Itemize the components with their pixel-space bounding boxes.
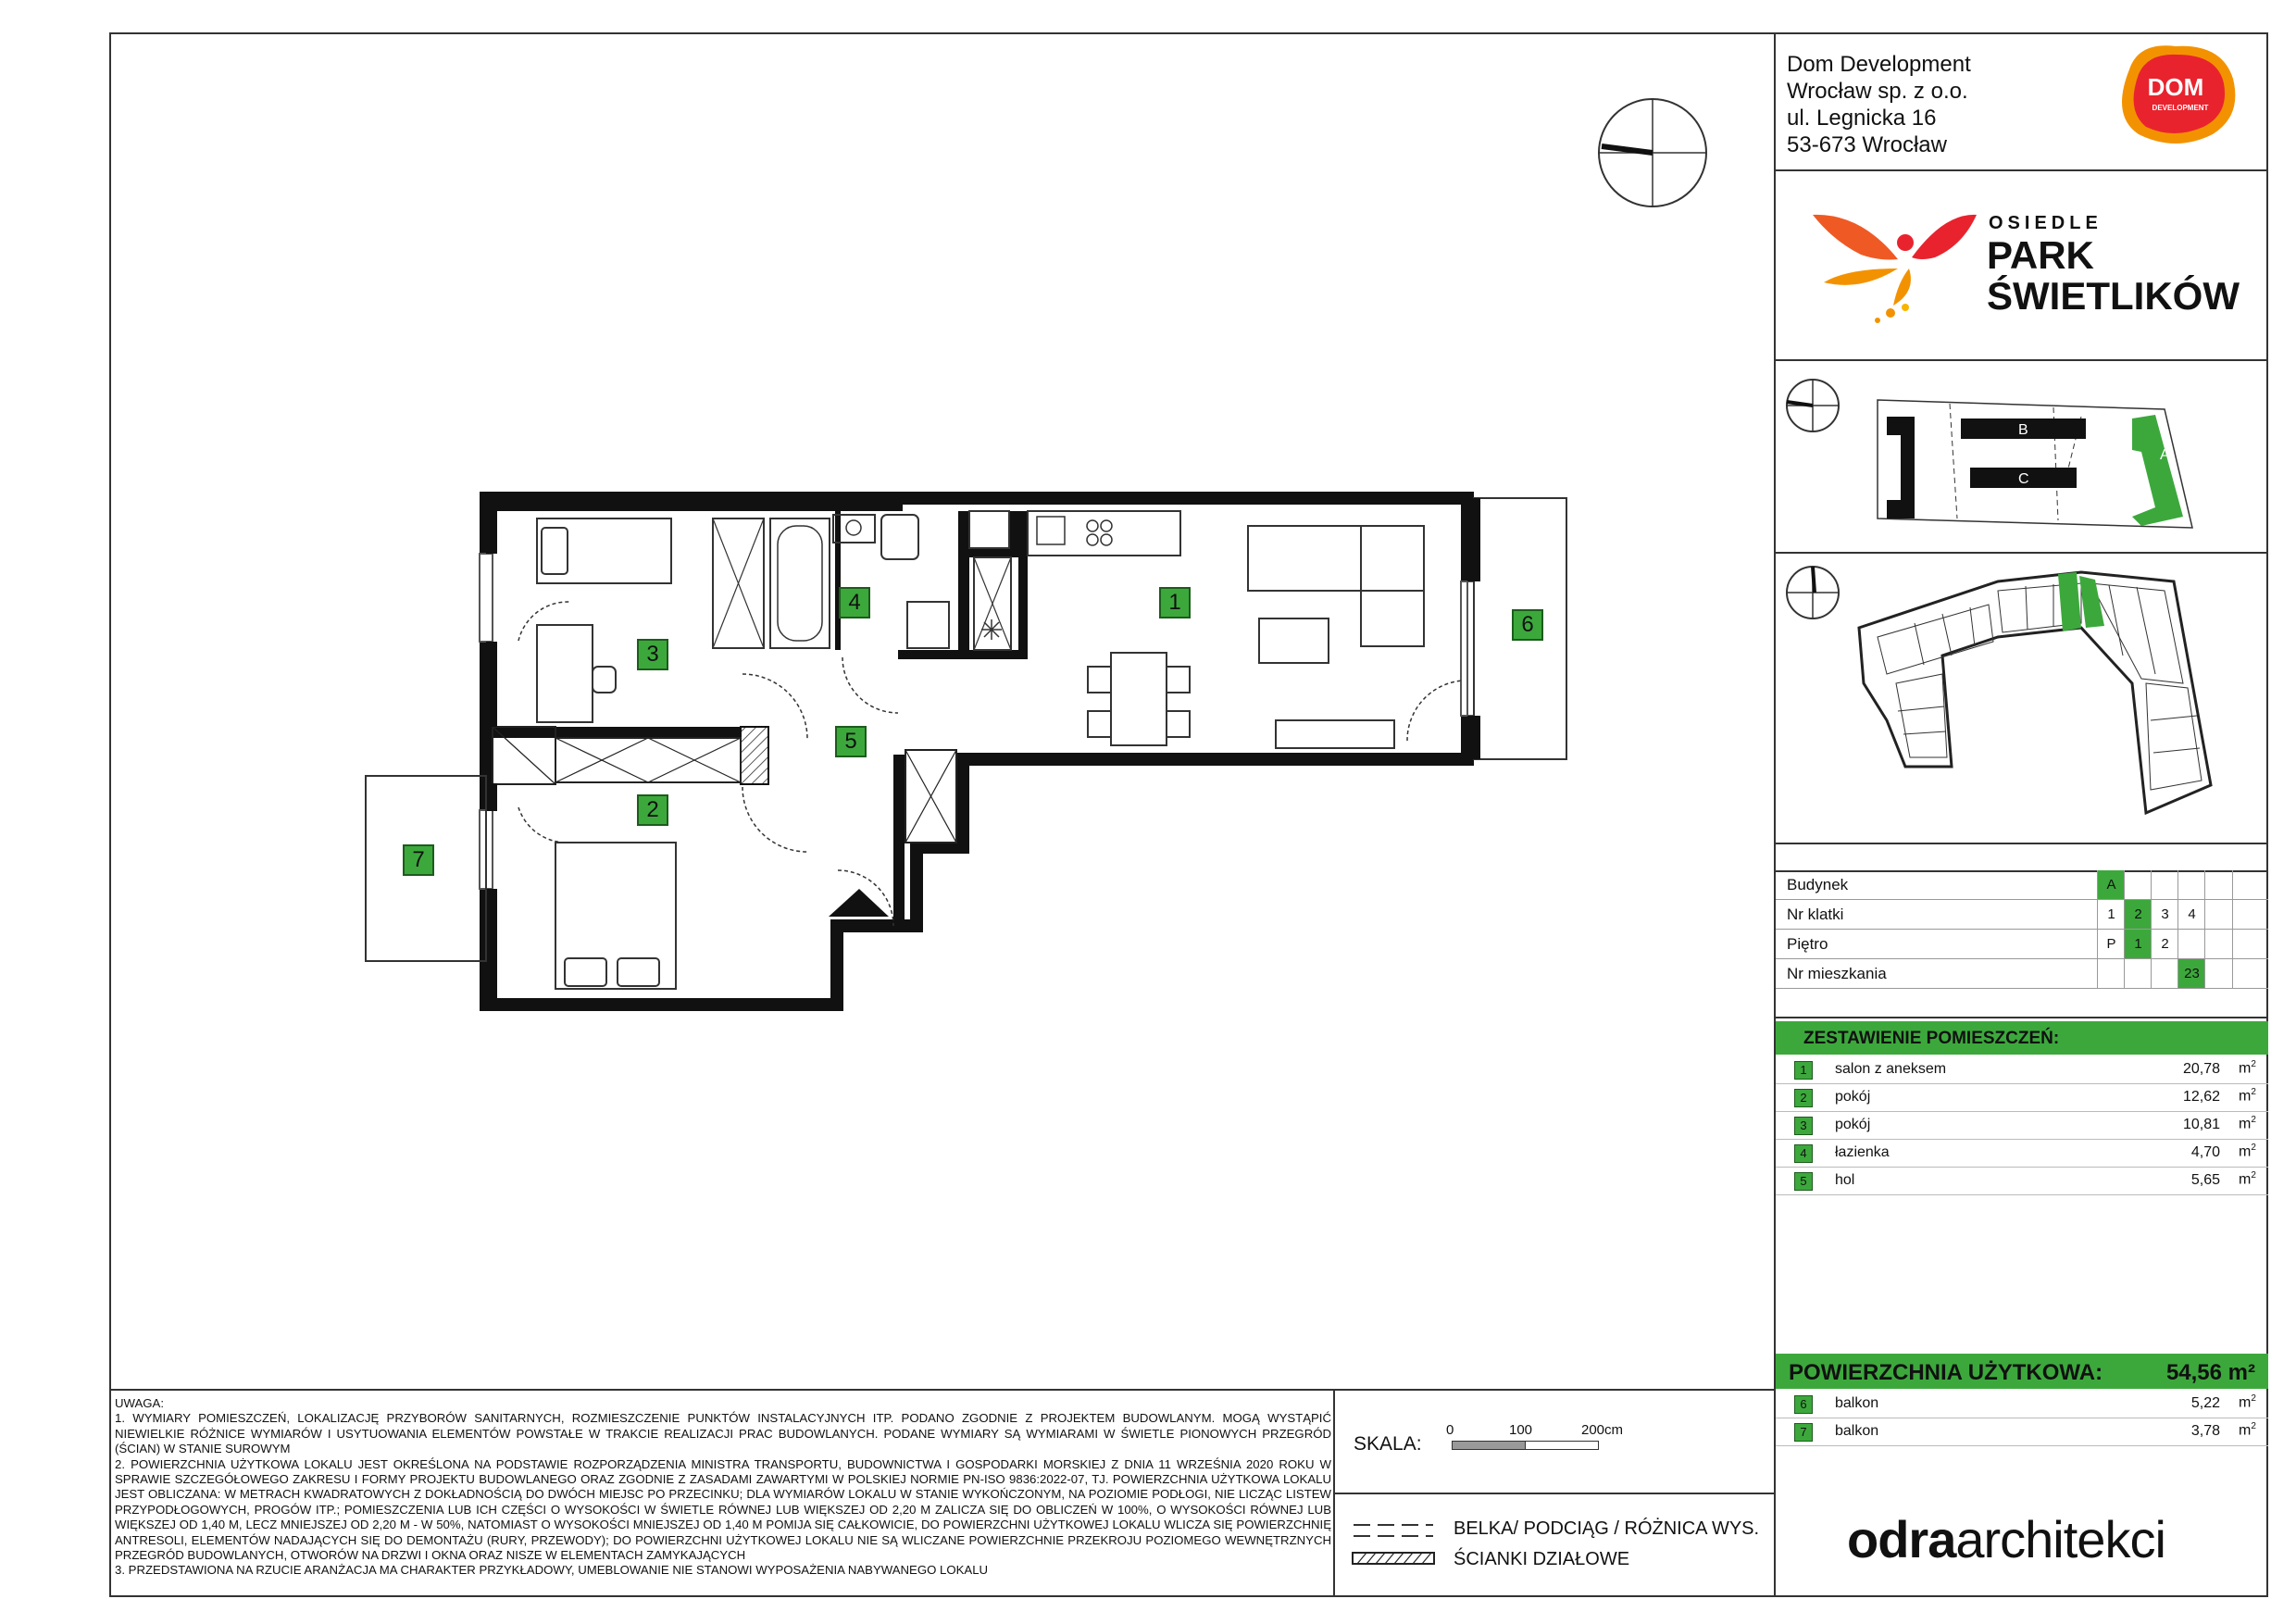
- plan-label: 6: [1512, 609, 1543, 641]
- architect-logo: [1847, 1509, 2165, 1569]
- room-name: balkon: [1835, 1395, 1879, 1411]
- info-cell: 2: [2151, 930, 2178, 958]
- dom-development-logo: [2111, 42, 2240, 148]
- info-cell: A: [2097, 870, 2125, 899]
- room-row: [1776, 1084, 2268, 1112]
- info-cell: 1: [2124, 930, 2152, 958]
- room-area: 5,22: [2190, 1395, 2220, 1411]
- legend-partition-label: ŚCIANKI DZIAŁOWE: [1454, 1549, 1630, 1569]
- info-cell: [2124, 870, 2152, 899]
- sidebar-sep-1: [1776, 169, 2268, 171]
- room-unit: $m^2$: [2239, 1059, 2256, 1077]
- logo-line1: OSIEDLE: [1989, 213, 2103, 233]
- info-cell: P: [2097, 930, 2125, 958]
- floor-key-plan: [1776, 554, 2268, 841]
- site-plan: [1776, 361, 2268, 551]
- usable-area-bar: [1776, 1354, 2268, 1389]
- company-line2: Wrocław sp. z o.o.: [1787, 79, 1968, 104]
- info-row-building: [1776, 870, 2268, 900]
- room-unit: $m^2$: [2239, 1087, 2256, 1105]
- svg-text:C: C: [2018, 471, 2029, 487]
- floor-plan: [352, 481, 1611, 1018]
- room-name: hol: [1835, 1172, 1855, 1188]
- room-row: [1776, 1140, 2268, 1168]
- notes: [115, 1396, 1331, 1579]
- legend-beam-icon: [1352, 1520, 1435, 1541]
- info-cell: 3: [2151, 900, 2178, 929]
- room-area: 3,78: [2190, 1423, 2220, 1439]
- compass-icon: [1592, 93, 1713, 213]
- sidebar-sep-4: [1776, 843, 2268, 844]
- notes-title: UWAGA:: [115, 1396, 164, 1410]
- room-row: [1776, 1168, 2268, 1195]
- info-row-apartment: [1776, 959, 2268, 989]
- legend-beam-label: BELKA/ PODCIĄG / RÓŻNICA WYS.: [1454, 1518, 1760, 1539]
- room-name: balkon: [1835, 1423, 1879, 1439]
- logo-line2: PARK: [1987, 233, 2094, 277]
- balcony-row: [1776, 1418, 2268, 1446]
- info-label: Nr mieszkania: [1787, 965, 1887, 982]
- svg-text:A: A: [2160, 447, 2170, 463]
- room-unit: $m^2$: [2239, 1143, 2256, 1160]
- company-address: [1787, 51, 1971, 158]
- svg-text:B: B: [2018, 422, 2028, 438]
- room-name: łazienka: [1835, 1144, 1890, 1160]
- svg-text:DEVELOPMENT: DEVELOPMENT: [2152, 104, 2209, 112]
- info-row-stairwell: [1776, 900, 2268, 930]
- plan-label: 2: [637, 794, 668, 826]
- scale-bar: [1446, 1422, 1624, 1455]
- info-row-floor: [1776, 930, 2268, 959]
- info-cell: [2204, 870, 2233, 899]
- plan-label: 7: [403, 844, 434, 876]
- room-row: [1776, 1056, 2268, 1084]
- legend-partition-icon: [1352, 1552, 1435, 1565]
- sidebar-sep-6: [1776, 1017, 2268, 1018]
- info-cell: [2177, 870, 2205, 899]
- note-item: 3. PRZEDSTAWIONA NA RZUCIE ARANŻACJA MA CHARAKTER PRZYKŁADOWY, UMEBLOWANIE NIE STANOWI WYPOSAŻENIA NABYWANEGO LOKALU: [115, 1563, 989, 1578]
- legend-divider: [1333, 1493, 1776, 1494]
- scale-tick: 0: [1446, 1422, 1454, 1438]
- usable-area-label: POWIERZCHNIA UŻYTKOWA:: [1789, 1360, 2103, 1385]
- room-number: 3: [1794, 1117, 1813, 1135]
- info-label: Nr klatki: [1787, 906, 1844, 923]
- usable-area-value: 54,56 m²: [2165, 1360, 2255, 1385]
- logo-line3: ŚWIETLIKÓW: [1987, 274, 2240, 318]
- info-cell: [2124, 959, 2152, 988]
- room-number: 7: [1794, 1423, 1813, 1442]
- room-area: 4,70: [2190, 1144, 2220, 1160]
- notes-divider: [109, 1389, 1776, 1391]
- info-cell: [2151, 959, 2178, 988]
- info-cell: [2204, 930, 2233, 958]
- room-unit: $m^2$: [2239, 1421, 2256, 1439]
- balcony-row: [1776, 1391, 2268, 1418]
- info-label: Piętro: [1787, 935, 1828, 953]
- room-name: pokój: [1835, 1117, 1871, 1132]
- info-cell: [2097, 959, 2125, 988]
- svg-text:D: D: [1915, 445, 1926, 461]
- room-area: 20,78: [2182, 1061, 2220, 1077]
- room-number: 1: [1794, 1061, 1813, 1080]
- room-area: 5,65: [2190, 1172, 2220, 1188]
- info-cell: 23: [2177, 959, 2205, 988]
- company-line3: ul. Legnicka 16: [1787, 106, 1937, 131]
- room-unit: $m^2$: [2239, 1170, 2256, 1188]
- room-number: 2: [1794, 1089, 1813, 1107]
- room-unit: $m^2$: [2239, 1115, 2256, 1132]
- info-cell: 1: [2097, 900, 2125, 929]
- room-name: pokój: [1835, 1089, 1871, 1105]
- room-number: 5: [1794, 1172, 1813, 1191]
- room-unit: $m^2$: [2239, 1393, 2256, 1411]
- info-cell: 4: [2177, 900, 2205, 929]
- room-number: 6: [1794, 1395, 1813, 1414]
- company-name: Dom Development: [1787, 52, 1971, 77]
- room-number: 4: [1794, 1144, 1813, 1163]
- note-item: 2. POWIERZCHNIA UŻYTKOWA LOKALU JEST OKREŚLONA NA PODSTAWIE ROZPORZĄDZENIA MINISTRA TRANSPORTU, BUDOWNICTWA I GOSPODARKI MORSKIEJ Z DNIA 11 WRZEŚNIA 2020 ROKU W SPRAWIE SZCZEGÓŁOWEGO ZAKRESU I FORMY PROJEKTU BUDOWLANEGO ORAZ ZGODNIE Z ZASADAMI ZAWARTYMI W POLSKIEJ NORMIE PN-ISO 9836:2022-07, TJ. POWIERZCHNIA UŻYTKOWA LOKALU JEST OBLICZANA: W METRACH KWADRATOWYCH Z DOKŁADNOŚCIĄ DO DWÓCH MIEJSC PO PRZECINKU; DLA WYMIARÓW LOKALU W STANIE WYKOŃCZONYM, NA POZIOMIE PODŁOGI, NIE LICZĄC LISTEW PRZYPODŁOGOWYCH, PROGÓW ITP.; POMIESZCZENIA LUB ICH CZĘŚCI O WYSOKOŚCI W ŚWIETLE RÓWNEJ LUB WIĘKSZEJ OD 2,20 M ZALICZA SIĘ DO OBLICZEŃ W 100%, O WYSOKOŚCI RÓWNEJ LUB WIĘKSZEJ OD 1,40 M, LECZ MNIEJSZEJ OD 2,20 M - W 50%, NATOMIAST O WYSOKOŚCI MNIEJSZEJ OD 1,40 M POMIJA SIĘ CAŁKOWICIE, DO POWIERZCHNI UŻYTKOWEJ LOKALU WLICZA SIĘ POWIERZCHNIĘ ANTRESOLI, ELEMENTÓW NADAJĄCYCH SIĘ DO DEMONTAŻU (RURY, PRZEWODY); DO POWIERZCHNI UŻYTKOWEJ LOKALU NIE SĄ WLICZANE POWIERZCHNIE PRZEKROJU POZIOMEGO WEWNĘTRZNYCH PRZEGRÓD BUDOWLANYCH, OTWORÓW NA DRZWI I OKNA ORAZ NISZE W ELEMENTACH ZAMYKAJĄCYCH: [115, 1456, 1331, 1563]
- company-line4: 53-673 Wrocław: [1787, 132, 1947, 157]
- info-cell: [2151, 870, 2178, 899]
- rooms-heading: [1776, 1021, 2268, 1055]
- rooms-heading-text: ZESTAWIENIE POMIESZCZEŃ:: [1803, 1029, 2060, 1048]
- svg-text:DOM: DOM: [2147, 73, 2204, 101]
- plan-label: 5: [835, 726, 867, 757]
- info-cell: [2204, 959, 2233, 988]
- scale-tick: 100: [1509, 1422, 1533, 1438]
- note-item: 1. WYMIARY POMIESZCZEŃ, LOKALIZACJĘ PRZYBORÓW SANITARNYCH, ROZMIESZCZENIE PUNKTÓW INSTALACYJNYCH ITP. PODANO ZGODNIE Z PROJEKTEM BUDOWLANYM. MOGĄ WYSTĄPIĆ NIEWIELKIE RÓŻNICE WYMIARÓW I USYTUOWANIA ELEMENTÓW POWSTAŁE W TRAKCIE REALIZACJI PRAC BUDOWLANYCH. PODANE WYMIARY SĄ WYMIARAMI W ŚWIETLE PIONOWYCH PRZEGRÓD (ŚCIAN) W STANIE SUROWYM: [115, 1411, 1331, 1456]
- info-cell: [2204, 900, 2233, 929]
- park-swietlikow-logo: [1805, 204, 2250, 333]
- room-name: salon z aneksem: [1835, 1061, 1947, 1077]
- plan-label: 4: [839, 587, 870, 618]
- scale-tick: 200cm: [1581, 1422, 1624, 1438]
- room-area: 10,81: [2182, 1117, 2220, 1132]
- info-cell: [2177, 930, 2205, 958]
- room-row: [1776, 1112, 2268, 1140]
- architect-logo-light: architekci: [1955, 1510, 2165, 1568]
- compass-icon-small: [1787, 380, 1839, 431]
- info-label: Budynek: [1787, 876, 1849, 893]
- compass-icon-floor: [1787, 567, 1839, 618]
- info-cell: 2: [2124, 900, 2152, 929]
- scale-label: SKALA:: [1354, 1433, 1422, 1455]
- architect-logo-bold: odra: [1847, 1510, 1956, 1568]
- room-area: 12,62: [2182, 1089, 2220, 1105]
- plan-label: 3: [637, 639, 668, 670]
- plan-label: 1: [1159, 587, 1191, 618]
